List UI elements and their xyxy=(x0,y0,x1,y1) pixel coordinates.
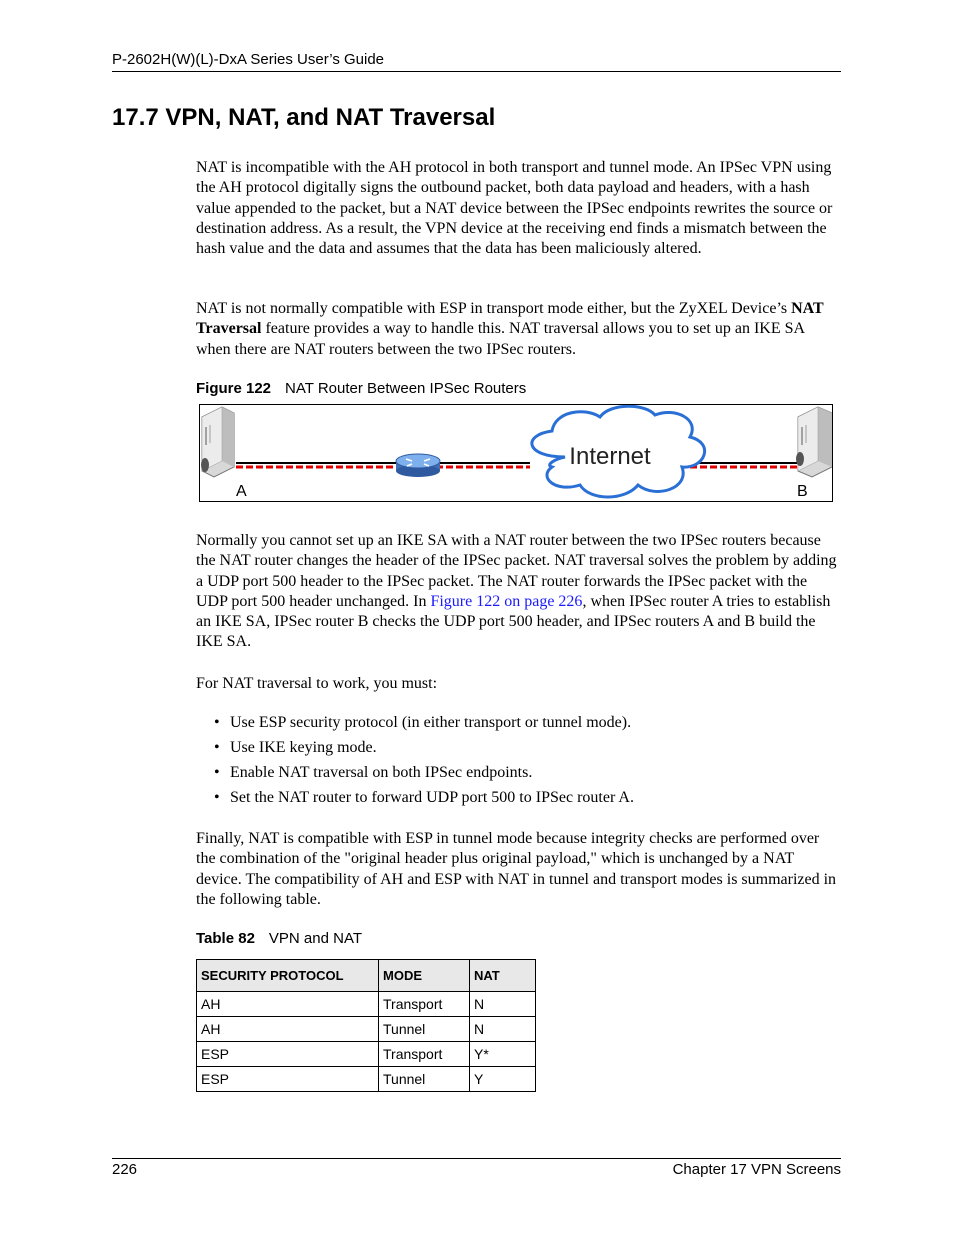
paragraph-esp-transport xyxy=(196,299,841,360)
list-item: • Enable NAT traversal on both IPSec endpoints. xyxy=(214,763,834,788)
ipsec-router-b-icon xyxy=(796,407,832,477)
table-caption-text: VPN and NAT xyxy=(268,930,363,947)
column-header-nat: NAT xyxy=(470,960,536,992)
paragraph-compatibility-summary: Finally, NAT is compatible with ESP in tunnel mode because integrity checks are performed over the combination of the "original header plus original payload," which is unchanged by a NAT device. The compatibility of AH and ESP with NAT in tunnel and transport modes is summarized in the following table. xyxy=(196,830,837,908)
vpn-nat-table xyxy=(196,959,536,1092)
requirements-list xyxy=(214,713,834,813)
ipsec-router-a-icon xyxy=(201,407,234,477)
list-item: • Use ESP security protocol (in either transport or tunnel mode). xyxy=(214,713,834,738)
table-caption xyxy=(196,930,362,947)
router-a-label: A xyxy=(236,483,247,500)
tunnel-line-right xyxy=(690,463,798,467)
cell-nat: Y xyxy=(470,1067,536,1092)
figure-122-link[interactable]: Figure 122 on page 226 xyxy=(430,592,583,610)
table-row xyxy=(197,1042,536,1067)
list-item: • Set the NAT router to forward UDP port 500 to IPSec router A. xyxy=(214,788,834,813)
cell-protocol: ESP xyxy=(197,1067,379,1092)
p2-text-start: NAT is not normally compatible with ESP in transport mode either, but the ZyXEL Device’s xyxy=(196,300,792,317)
cell-mode: Tunnel xyxy=(379,1067,470,1092)
cell-nat: Y* xyxy=(470,1042,536,1067)
paragraph-ah-incompatibility: NAT is incompatible with the AH protocol in both transport and tunnel mode. An IPSec VPN using the AH protocol digitally signs the outbound packet, both data payload and headers, with a hash value appended to the packet, but a NAT device between the IPSec endpoints rewrites the source or destination address. As a result, the VPN device at the receiving end finds a mismatch between the hash value and the data and assumes that the data has been maliciously altered. xyxy=(196,159,833,258)
nat-router-icon xyxy=(396,454,440,477)
cell-protocol: AH xyxy=(197,992,379,1017)
paragraph-requirements-intro: For NAT traversal to work, you must: xyxy=(196,675,438,692)
chapter-title: Chapter 17 VPN Screens xyxy=(672,1161,841,1178)
cell-protocol: AH xyxy=(197,1017,379,1042)
cell-mode: Transport xyxy=(379,1042,470,1067)
nat-router-figure xyxy=(199,404,833,502)
column-header-security-protocol: SECURITY PROTOCOL xyxy=(197,960,379,992)
table-label: Table 82 xyxy=(196,930,255,947)
column-header-mode: MODE xyxy=(379,960,470,992)
nat-traversal-term: NAT Traversal xyxy=(196,300,824,338)
table-header-row xyxy=(197,960,536,992)
figure-caption-text: NAT Router Between IPSec Routers xyxy=(285,380,527,397)
cell-nat: N xyxy=(470,992,536,1017)
footer-rule xyxy=(112,1158,841,1159)
internet-label: Internet xyxy=(569,443,651,470)
p3-text-start: Normally you cannot set up an IKE SA with a NAT router between the two IPSec routers because the NAT router changes the header of the IPSec packet. NAT traversal solves the problem by adding a UDP port 500 header to the IPSec packet. The NAT router forwards the IPSec packet with the UDP port 500 header unchanged. In xyxy=(196,532,837,610)
header-rule xyxy=(112,71,841,72)
table-row xyxy=(197,1017,536,1042)
p2-text-end: feature provides a way to handle this. NAT traversal allows you to set up an IKE SA when there are NAT routers between the two IPSec routers. xyxy=(196,320,805,358)
paragraph-nat-traversal-explained xyxy=(196,531,841,653)
page-number: 226 xyxy=(112,1161,138,1178)
cell-nat: N xyxy=(470,1017,536,1042)
cell-mode: Transport xyxy=(379,992,470,1017)
figure-caption xyxy=(196,380,526,397)
cell-mode: Tunnel xyxy=(379,1017,470,1042)
network-diagram xyxy=(200,405,832,501)
cell-protocol: ESP xyxy=(197,1042,379,1067)
tunnel-line-left xyxy=(236,463,530,467)
table-row xyxy=(197,992,536,1017)
router-b-label: B xyxy=(797,483,808,500)
figure-label: Figure 122 xyxy=(196,380,272,397)
list-item: • Use IKE keying mode. xyxy=(214,738,834,763)
p3-text-end: , when IPSec router A tries to establish an IKE SA, IPSec router B checks the UDP port 500 header, and IPSec routers A and B build the IKE SA. xyxy=(196,592,831,651)
table-row xyxy=(197,1067,536,1092)
running-header: P-2602H(W)(L)-DxA Series User’s Guide xyxy=(112,51,385,68)
section-title: 17.7 VPN, NAT, and NAT Traversal xyxy=(112,104,496,131)
